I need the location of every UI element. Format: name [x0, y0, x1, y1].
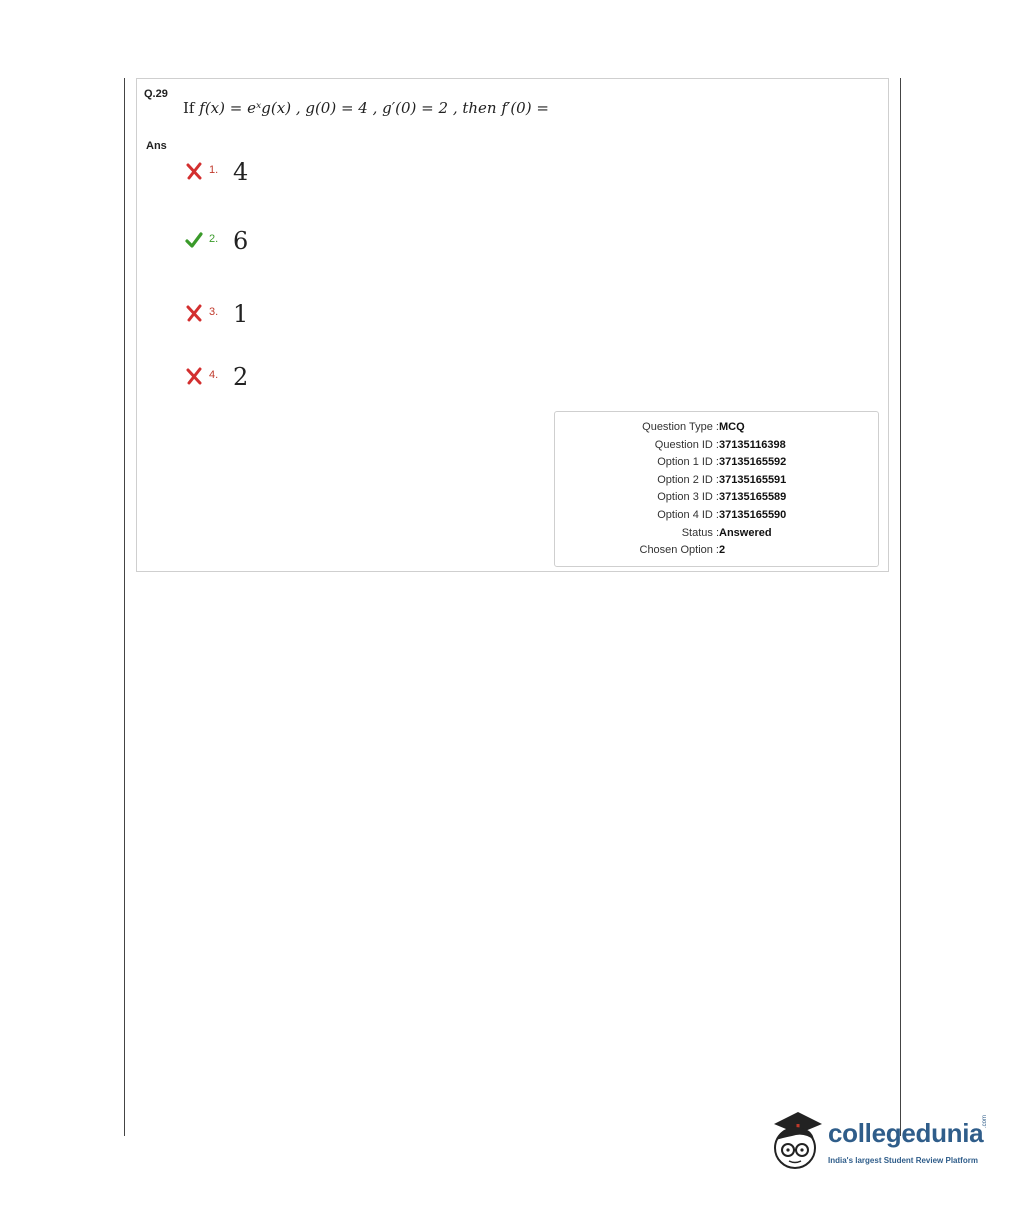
meta-row-option-3-id [555, 491, 880, 505]
meta-value: 37135165590 [719, 509, 787, 521]
brand-tagline: India's largest Student Review Platform [828, 1156, 978, 1165]
right-margin-rule [900, 78, 901, 1136]
question-number: Q.29 [144, 88, 168, 100]
meta-row-status [555, 527, 880, 541]
brand-suffix: .com [982, 1114, 988, 1128]
meta-label: Question ID : [654, 439, 719, 451]
meta-row-question-type [555, 421, 880, 435]
meta-value: 37135165589 [719, 491, 787, 503]
question-panel [136, 78, 889, 572]
cross-icon [185, 162, 203, 180]
meta-label: Option 4 ID : [657, 509, 719, 521]
brand-name: collegedunia [828, 1118, 984, 1148]
meta-value: 2 [719, 544, 726, 556]
meta-value: MCQ [719, 421, 745, 433]
cross-icon [185, 367, 203, 385]
meta-label: Option 2 ID : [657, 474, 719, 486]
meta-label: Option 1 ID : [657, 456, 719, 468]
question-meta-panel [554, 411, 879, 567]
option-number: 3. [209, 306, 219, 318]
meta-row-question-id [555, 439, 880, 453]
collegedunia-logo [768, 1104, 998, 1176]
meta-label: Status : [681, 527, 719, 539]
question-text-prefix: If [183, 99, 195, 117]
meta-label: Chosen Option : [639, 544, 719, 556]
meta-row-option-2-id [555, 474, 880, 488]
meta-value: Answered [719, 527, 772, 539]
option-number: 4. [209, 369, 219, 381]
option-value: 6 [233, 227, 249, 255]
question-formula: f(x) = eˣg(x) , g(0) = 4 , g′(0) = 2 , then f′(0) = [199, 99, 549, 117]
meta-value: 37135165592 [719, 456, 787, 468]
meta-label: Option 3 ID : [657, 491, 719, 503]
mascot-icon [768, 1104, 826, 1176]
meta-label: Question Type : [642, 421, 719, 433]
answer-label: Ans [146, 140, 167, 152]
option-value: 2 [233, 363, 249, 391]
question-text [183, 99, 549, 117]
cross-icon [185, 304, 203, 322]
meta-row-option-1-id [555, 456, 880, 470]
meta-value: 37135165591 [719, 474, 787, 486]
check-icon [185, 231, 203, 249]
option-number: 2. [209, 233, 219, 245]
option-value: 1 [233, 300, 249, 328]
option-number: 1. [209, 164, 219, 176]
meta-row-option-4-id [555, 509, 880, 523]
meta-value: 37135116398 [719, 439, 786, 451]
left-margin-rule [124, 78, 125, 1136]
meta-row-chosen-option [555, 544, 880, 558]
option-value: 4 [233, 158, 249, 186]
